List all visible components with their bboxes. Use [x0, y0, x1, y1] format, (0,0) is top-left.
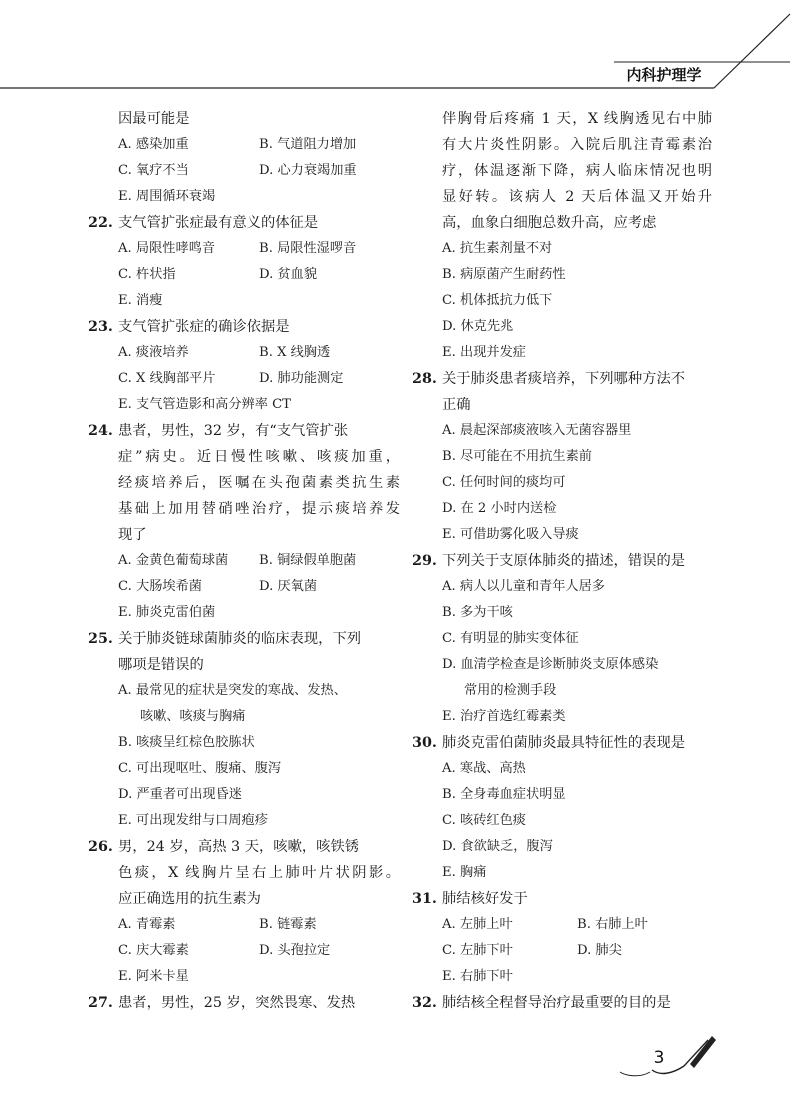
- question: [88, 990, 400, 1016]
- question-stem-line: [412, 548, 712, 574]
- option: C. 机体抵抗力低下: [442, 293, 553, 308]
- option-row: [442, 574, 712, 600]
- option-row: [118, 132, 400, 158]
- option: E. 支气管造影和高分辨率 CT: [118, 397, 291, 412]
- option: D. 肺尖: [577, 943, 622, 958]
- question-number: 23.: [88, 319, 113, 335]
- option: B. 病原菌产生耐药性: [442, 267, 566, 282]
- question: [88, 210, 400, 314]
- question-stem-line: [412, 366, 712, 392]
- question: [412, 548, 712, 730]
- option: B. 链霉素: [259, 917, 317, 932]
- option-row: [118, 730, 400, 756]
- question-stem-text: 关于肺炎患者痰培养，下列哪种方法不: [442, 371, 686, 387]
- option-row: [442, 626, 712, 652]
- option: D. 肺功能测定: [259, 371, 344, 386]
- option-row: [118, 678, 400, 704]
- question-stem-line: 高，血象白细胞总数升高，应考虑: [442, 215, 657, 231]
- option: E. 可借助雾化吸入导痰: [442, 527, 579, 542]
- option: 咳嗽、咳痰与胸痛: [140, 709, 246, 724]
- option-row: [442, 678, 712, 704]
- option-row: [118, 548, 400, 574]
- option-row: [442, 236, 712, 262]
- option-row: [118, 964, 400, 990]
- question-stem-line: [88, 990, 400, 1016]
- question: [412, 990, 712, 1016]
- option-row: [118, 288, 400, 314]
- question: [88, 314, 400, 418]
- option-row: [442, 314, 712, 340]
- question-number: 27.: [88, 995, 113, 1011]
- question-stem-text: 肺结核好发于: [442, 891, 528, 907]
- option-row: [118, 366, 400, 392]
- option-row: [118, 574, 400, 600]
- option-row: [118, 808, 400, 834]
- option: C. 杵状指: [118, 267, 176, 282]
- option: D. 严重者可出现昏迷: [118, 787, 242, 802]
- option: C. X 线胸部平片: [118, 371, 216, 386]
- option-row: [442, 340, 712, 366]
- option: E. 肺炎克雷伯菌: [118, 605, 216, 620]
- options: [88, 340, 400, 418]
- option-row: [118, 184, 400, 210]
- question-stem-line: 症”病史。近日慢性咳嗽、咳痰加重，: [118, 449, 400, 465]
- option: E. 治疗首选红霉素类: [442, 709, 566, 724]
- question-number: 22.: [88, 215, 113, 231]
- question-stem-text: 男，24 岁，高热 3 天，咳嗽，咳铁锈: [118, 839, 360, 855]
- question-stem-line: 哪项是错误的: [118, 657, 204, 673]
- option-row: [442, 496, 712, 522]
- option: B. 多为干咳: [442, 605, 513, 620]
- option: B. X 线胸透: [259, 345, 331, 360]
- question-number: 25.: [88, 631, 113, 647]
- option-row: [442, 522, 712, 548]
- option: 常用的检测手段: [464, 683, 557, 698]
- question-stem-text: 关于肺炎链球菌肺炎的临床表现，下列: [118, 631, 362, 647]
- option-row: [118, 782, 400, 808]
- option: A. 最常见的症状是突发的寒战、发热、: [118, 683, 347, 698]
- left-column: [88, 106, 400, 1016]
- question-stem-text: 患者，男性，32 岁，有“支气管扩张: [118, 423, 349, 439]
- right-column: [412, 106, 712, 1016]
- option: D. 在 2 小时内送检: [442, 501, 557, 516]
- option: B. 铜绿假单胞菌: [259, 553, 357, 568]
- question-stem-line: [88, 210, 400, 236]
- option-row: [118, 912, 400, 938]
- question-stem-line: 疗，体温逐渐下降，病人临床情况也明: [442, 163, 712, 179]
- option-row: [442, 652, 712, 678]
- question-stem-line: [412, 990, 712, 1016]
- option-row: [442, 470, 712, 496]
- option-row: [118, 392, 400, 418]
- option: A. 局限性哮鸣音: [118, 241, 216, 256]
- question: [412, 366, 712, 548]
- option: D. 休克先兆: [442, 319, 514, 334]
- question-stem-line: 基础上加用替硝唑治疗，提示痰培养发: [118, 501, 400, 517]
- options: [412, 418, 712, 548]
- option: D. 贫血貌: [259, 267, 318, 282]
- option: A. 抗生素剂量不对: [442, 241, 553, 256]
- option-row: [442, 964, 712, 990]
- option: C. 可出现呕吐、腹痛、腹泻: [118, 761, 282, 776]
- option-row: [442, 444, 712, 470]
- question: [412, 730, 712, 886]
- option-row: [442, 860, 712, 886]
- question-stem-line: 应正确选用的抗生素为: [118, 891, 261, 907]
- options: [412, 756, 712, 886]
- options: [88, 548, 400, 626]
- question-stem-line: 正确: [442, 397, 471, 413]
- question-stem-text: 支气管扩张症的确诊依据是: [118, 319, 290, 335]
- option: B. 局限性湿啰音: [259, 241, 357, 256]
- option-row: [118, 704, 400, 730]
- question-stem-text: 肺炎克雷伯菌肺炎最具特征性的表现是: [442, 735, 686, 751]
- options: [88, 678, 400, 834]
- option-row: [442, 938, 712, 964]
- question-stem-line: [88, 626, 400, 652]
- question-stem-line: [412, 730, 712, 756]
- question-stem-line: 因最可能是: [118, 111, 190, 127]
- question-stem-line: [88, 418, 400, 444]
- option: E. 胸痛: [442, 865, 487, 880]
- option: B. 咳痰呈红棕色胶胨状: [118, 735, 255, 750]
- option: D. 食欲缺乏，腹泻: [442, 839, 553, 854]
- option: B. 右肺上叶: [577, 917, 648, 932]
- option: C. 有明显的肺实变体征: [442, 631, 579, 646]
- option: B. 全身毒血症状明显: [442, 787, 566, 802]
- question-stem-line: 有大片炎性阴影。入院后肌注青霉素治: [442, 137, 712, 153]
- options: [88, 912, 400, 990]
- option-row: [442, 288, 712, 314]
- option-row: [118, 938, 400, 964]
- options: [412, 574, 712, 730]
- option: A. 痰液培养: [118, 345, 189, 360]
- option: A. 晨起深部痰液咳入无菌容器里: [442, 423, 632, 438]
- option: A. 寒战、高热: [442, 761, 526, 776]
- question: [88, 834, 400, 990]
- option: A. 左肺上叶: [442, 917, 513, 932]
- option: E. 出现并发症: [442, 345, 526, 360]
- option: D. 心力衰竭加重: [259, 163, 357, 178]
- option: D. 血清学检查是诊断肺炎支原体感染: [442, 657, 659, 672]
- option-row: [442, 834, 712, 860]
- option: D. 头孢拉定: [259, 943, 331, 958]
- question-number: 29.: [412, 553, 437, 569]
- option: C. 左肺下叶: [442, 943, 513, 958]
- option: C. 咳砖红色痰: [442, 813, 526, 828]
- question-stem-line: 显好转。该病人 2 天后体温又开始升: [442, 189, 712, 205]
- option: E. 可出现发绀与口周疱疹: [118, 813, 268, 828]
- question-stem-line: 现了: [118, 527, 147, 543]
- option: E. 右肺下叶: [442, 969, 513, 984]
- options: [412, 912, 712, 990]
- option: B. 尽可能在不用抗生素前: [442, 449, 592, 464]
- question-number: 32.: [412, 995, 437, 1011]
- option-row: [118, 262, 400, 288]
- question-stem-text: 患者，男性，25 岁，突然畏寒、发热: [118, 995, 356, 1011]
- header-slant: [714, 14, 790, 88]
- option: A. 金黄色葡萄球菌: [118, 553, 229, 568]
- question-stem-line: 伴胸骨后疼痛 1 天，X 线胸透见右中肺: [442, 111, 712, 127]
- question: [88, 106, 400, 210]
- option: A. 病人以儿童和青年人居多: [442, 579, 605, 594]
- question-stem-line: [88, 834, 400, 860]
- question-number: 28.: [412, 371, 437, 387]
- page-number: 3: [653, 1048, 665, 1068]
- option-row: [442, 756, 712, 782]
- option-row: [118, 756, 400, 782]
- option: E. 阿米卡星: [118, 969, 189, 984]
- question-stem-text: 肺结核全程督导治疗最重要的目的是: [442, 995, 671, 1011]
- option-row: [442, 808, 712, 834]
- question: [412, 886, 712, 990]
- option-row: [442, 912, 712, 938]
- option-row: [442, 418, 712, 444]
- question-number: 30.: [412, 735, 437, 751]
- question: [412, 106, 712, 366]
- option-row: [442, 782, 712, 808]
- question-stem-line: [412, 886, 712, 912]
- option-row: [442, 262, 712, 288]
- question: [88, 626, 400, 834]
- question-stem-line: 经痰培养后，医嘱在头孢菌素类抗生素: [118, 475, 400, 491]
- question-number: 31.: [412, 891, 437, 907]
- option-row: [442, 600, 712, 626]
- option: E. 周围循环衰竭: [118, 189, 216, 204]
- question-stem-text: 支气管扩张症最有意义的体征是: [118, 215, 319, 231]
- option-row: [442, 704, 712, 730]
- header-title: 内科护理学: [626, 66, 702, 84]
- question-stem-line: [88, 314, 400, 340]
- option-row: [118, 158, 400, 184]
- option-row: [118, 340, 400, 366]
- options: [412, 236, 712, 366]
- options: [88, 236, 400, 314]
- question-stem-line: 色痰，X 线胸片呈右上肺叶片状阴影。: [118, 865, 400, 881]
- option: C. 氧疗不当: [118, 163, 189, 178]
- question-number: 24.: [88, 423, 113, 439]
- option: C. 庆大霉素: [118, 943, 189, 958]
- option: C. 大肠埃希菌: [118, 579, 202, 594]
- option: E. 消瘦: [118, 293, 163, 308]
- option-row: [118, 600, 400, 626]
- option: A. 感染加重: [118, 137, 189, 152]
- option: A. 青霉素: [118, 917, 176, 932]
- option: B. 气道阻力增加: [259, 137, 357, 152]
- option-row: [118, 236, 400, 262]
- option: D. 厌氧菌: [259, 579, 318, 594]
- question-number: 26.: [88, 839, 113, 855]
- options: [88, 132, 400, 210]
- option: C. 任何时间的痰均可: [442, 475, 566, 490]
- question: [88, 418, 400, 626]
- question-stem-text: 下列关于支原体肺炎的描述，错误的是: [442, 553, 686, 569]
